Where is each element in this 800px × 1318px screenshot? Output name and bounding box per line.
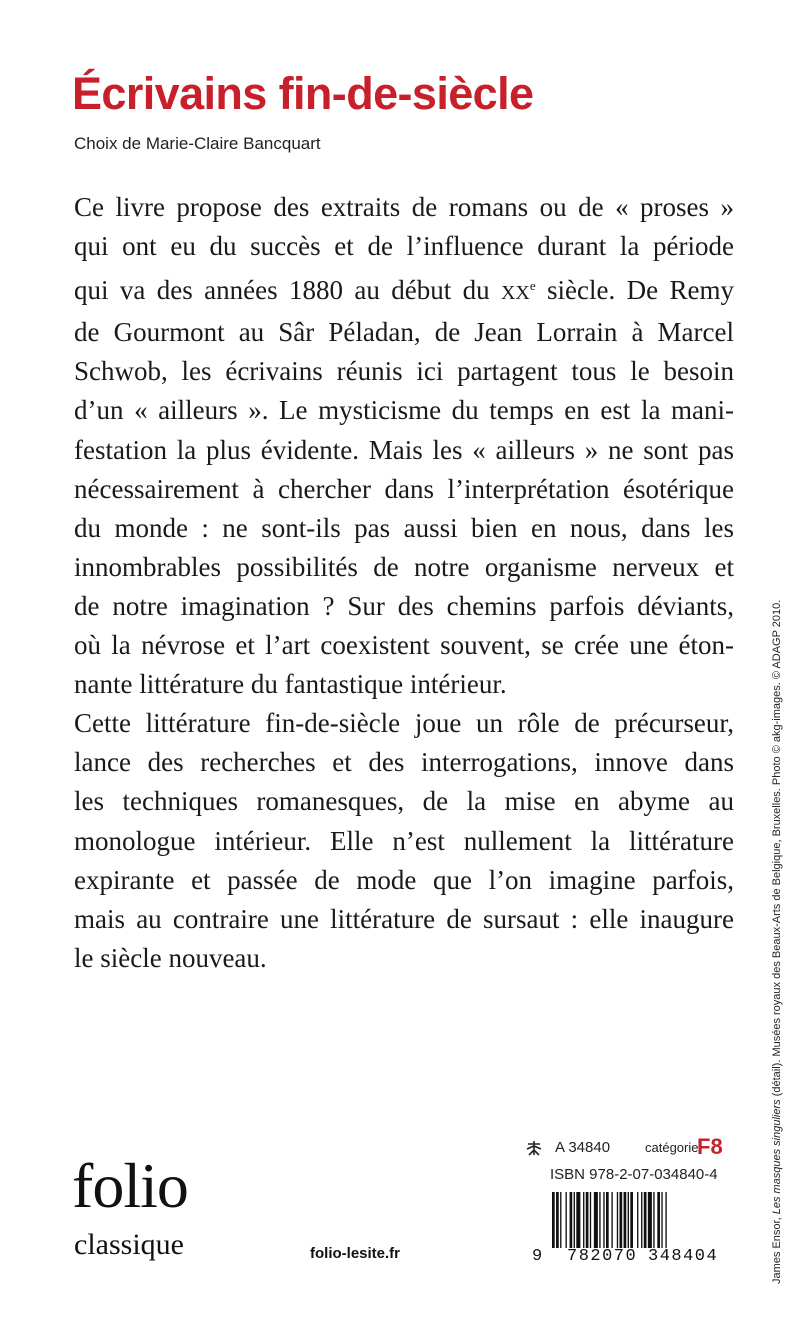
book-editor: Choix de Marie-Claire Bancquart <box>74 134 321 153</box>
folio-logo: folio <box>72 1150 188 1221</box>
blurb-line: Schwob, les écrivains réunis ici partagent tous le besoin <box>74 356 734 387</box>
barcode-bar <box>620 1192 623 1248</box>
barcode-bar <box>653 1192 654 1248</box>
barcode-bars <box>552 1192 732 1248</box>
blurb-line: monologue intérieur. Elle n’est nullement la littérature <box>74 825 734 856</box>
barcode-bar <box>617 1192 618 1248</box>
barcode-bar <box>566 1192 567 1248</box>
barcode-bar <box>641 1192 642 1248</box>
catalog-code: A 34840 <box>555 1139 611 1156</box>
blurb-line: innombrables possibilités de notre organisme nerveux et <box>74 551 734 582</box>
blurb-line: qui ont eu du succès et de l’influence durant la période <box>74 231 734 262</box>
blurb-line: expirante et passée de mode que l’on imagine parfois, <box>74 864 734 895</box>
blurb-line: le siècle nouveau. <box>74 942 267 973</box>
website-link[interactable]: folio-lesite.fr <box>310 1245 401 1262</box>
century-numeral: XX <box>500 282 530 305</box>
category-label: catégorie <box>645 1140 699 1155</box>
barcode-bar <box>599 1192 600 1248</box>
century-suffix: e <box>529 278 536 294</box>
barcode-bar <box>628 1192 629 1248</box>
credit-prefix: James Ensor, <box>771 1214 783 1284</box>
barcode-first-digit: 9 <box>532 1247 543 1266</box>
barcode-bar <box>560 1192 561 1248</box>
blurb-line: du monde : ne sont-ils pas aussi bien en nous, dans les <box>74 512 734 543</box>
barcode-bar <box>606 1192 609 1248</box>
barcode-bar <box>603 1192 604 1248</box>
blurb-line-part: siècle. De Remy <box>535 275 734 306</box>
barcode-bar <box>576 1192 580 1248</box>
blurb-line: d’un « ailleurs ». Le mysticisme du temps en est la mani- <box>74 395 734 426</box>
barcode-right-digits: 348404 <box>648 1247 719 1266</box>
barcode-bar <box>657 1192 660 1248</box>
barcode-left-digits: 782070 <box>567 1247 638 1266</box>
barcode-bar <box>630 1192 633 1248</box>
barcode-bar <box>611 1192 612 1248</box>
barcode-bar <box>644 1192 647 1248</box>
barcode-bar <box>583 1192 584 1248</box>
barcode-bar <box>552 1192 555 1248</box>
barcode <box>532 1190 732 1272</box>
collection-name: classique <box>74 1228 184 1261</box>
blurb-line: lance des recherches et des interrogations, innove dans <box>74 747 734 778</box>
blurb-line: festation la plus évidente. Mais les « ailleurs » ne sont pas <box>74 434 734 465</box>
gallimard-publisher-icon <box>525 1140 543 1156</box>
catalog-info <box>525 1134 725 1162</box>
blurb-text <box>74 188 734 978</box>
barcode-bar <box>586 1192 589 1248</box>
barcode-bar <box>624 1192 627 1248</box>
barcode-bar <box>574 1192 575 1248</box>
blurb-line: de Gourmont au Sâr Péladan, de Jean Lorrain à Marcel <box>74 317 734 348</box>
blurb-line: Cette littérature fin-de-siècle joue un rôle de précurseur, <box>74 708 734 739</box>
blurb-line: de notre imagination ? Sur des chemins parfois déviants, <box>74 590 734 621</box>
blurb-line: où la névrose et l’art coexistent souvent, se crée une éton- <box>74 630 734 661</box>
isbn: ISBN 978-2-07-034840-4 <box>550 1166 718 1183</box>
blurb-paragraph-2 <box>74 704 734 978</box>
blurb-line: nante littérature du fantastique intérieur. <box>74 669 507 700</box>
credit-work-title: Les masques singuliers <box>771 1099 783 1215</box>
barcode-bar <box>570 1192 573 1248</box>
blurb-paragraph-1 <box>74 188 734 704</box>
book-title: Écrivains fin-de-siècle <box>72 68 534 119</box>
barcode-bar <box>590 1192 591 1248</box>
blurb-line-part: qui va des années 1880 au début du <box>74 275 501 306</box>
barcode-bar <box>637 1192 638 1248</box>
blurb-line: mais au contraire une littérature de sursaut : elle inaugure <box>74 903 734 934</box>
barcode-bar <box>665 1192 666 1248</box>
blurb-line <box>74 266 734 313</box>
barcode-bar <box>661 1192 662 1248</box>
barcode-bar <box>556 1192 559 1248</box>
image-credit <box>770 600 784 1284</box>
barcode-bar <box>648 1192 652 1248</box>
blurb-line: Ce livre propose des extraits de romans ou de « proses » <box>74 192 734 222</box>
category-value: F8 <box>697 1134 723 1159</box>
credit-suffix: (détail). Musées royaux des Beaux-Arts de Belgique, Bruxelles. Photo © akg-images. © ADAGP 2010. <box>771 599 783 1100</box>
barcode-bar <box>594 1192 598 1248</box>
blurb-line: les techniques romanesques, de la mise en abyme au <box>74 786 734 817</box>
blurb-line: nécessairement à chercher dans l’interprétation ésotérique <box>74 473 734 504</box>
